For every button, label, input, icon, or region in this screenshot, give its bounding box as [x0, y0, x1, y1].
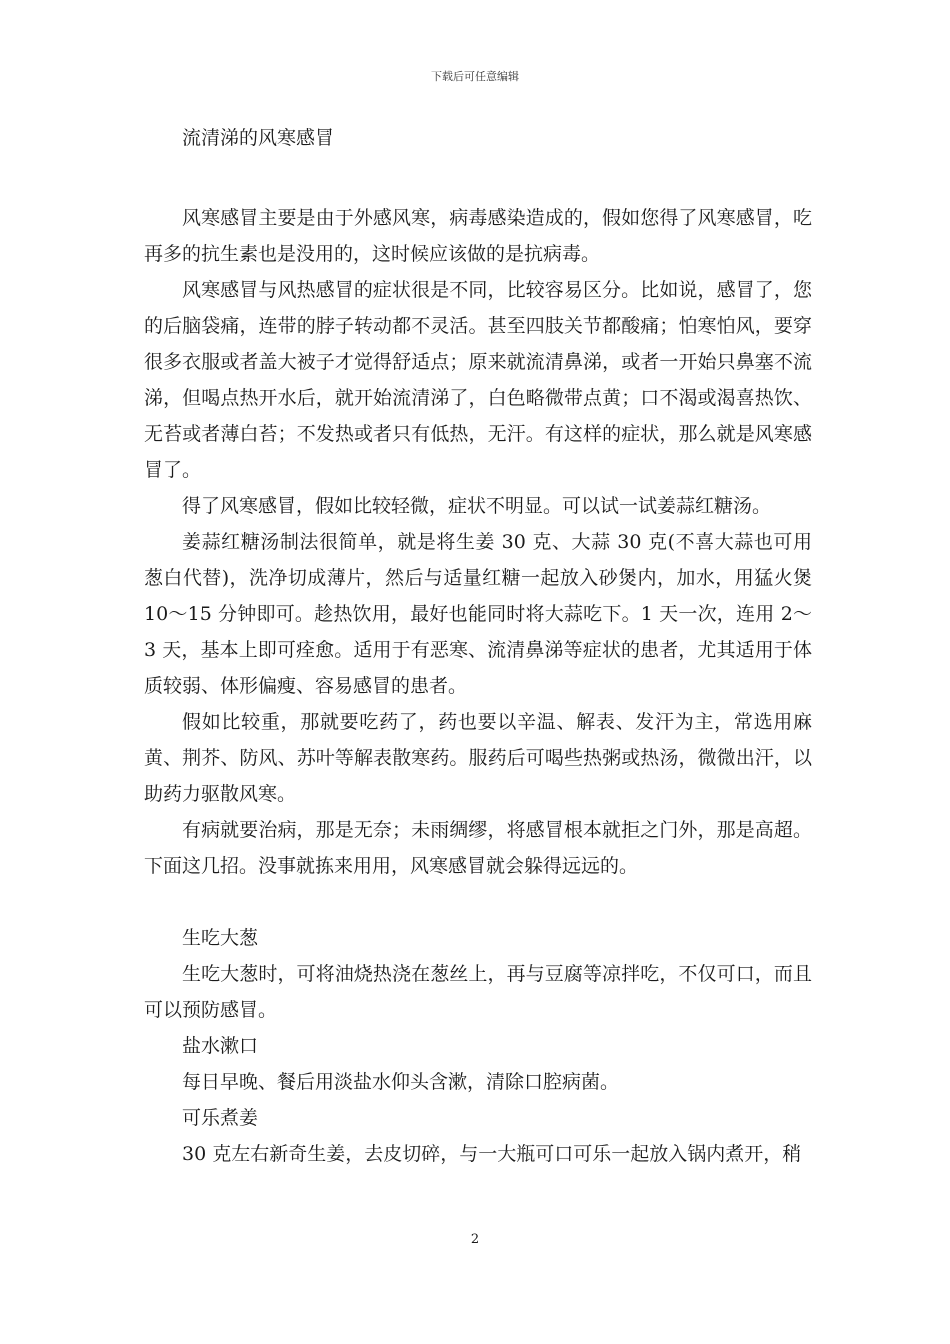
tip-heading: 可乐煮姜: [182, 1107, 259, 1129]
paragraph: 姜蒜红糖汤制法很简单，就是将生姜 30 克、大蒜 30 克(不喜大蒜也可用葱白代替)，洗净切成薄片，然后与适量红糖一起放入砂煲内，加水，用猛火煲 10～15 分钟即可。趁热饮用，最好也能同时将大蒜吃下。1 天一次，连用 2～3 天，基本上即可痊愈。适用于有恶寒、流清鼻涕等症状的患者，尤其适用于体质较弱、体形偏瘦、容易感冒的患者。: [144, 531, 812, 697]
header-note: 下载后可任意编辑: [431, 70, 519, 83]
section-gap: [144, 884, 812, 920]
tip-heading: 生吃大葱: [182, 927, 259, 949]
tip-heading: 盐水漱口: [182, 1035, 259, 1057]
paragraph: 风寒感冒与风热感冒的症状很是不同，比较容易区分。比如说，感冒了，您的后脑袋痛，连带的脖子转动都不灵活。甚至四肢关节都酸痛；怕寒怕风，要穿很多衣服或者盖大被子才觉得舒适点；原来就流清鼻涕，或者一开始只鼻塞不流涕，但喝点热开水后，就开始流清涕了，白色略微带点黄；口不渴或渴喜热饮、无苔或者薄白苔；不发热或者只有低热，无汗。有这样的症状，那么就是风寒感冒了。: [144, 279, 812, 481]
paragraph: 有病就要治病，那是无奈；未雨绸缪，将感冒根本就拒之门外，那是高超。下面这几招。没事就拣来用用，风寒感冒就会躲得远远的。: [144, 819, 812, 877]
tip-body: 每日早晚、餐后用淡盐水仰头含漱，清除口腔病菌。: [182, 1071, 620, 1093]
paragraph: 假如比较重，那就要吃药了，药也要以辛温、解表、发汗为主，常选用麻黄、荆芥、防风、苏叶等解表散寒药。服药后可喝些热粥或热汤，微微出汗，以助药力驱散风寒。: [144, 711, 812, 805]
tip-body: 30 克左右新奇生姜，去皮切碎，与一大瓶可口可乐一起放入锅内煮开，稍: [182, 1143, 802, 1165]
page-number: 2: [470, 1232, 480, 1247]
article-title: 流清涕的风寒感冒: [182, 127, 335, 149]
paragraph: 得了风寒感冒，假如比较轻微，症状不明显。可以试一试姜蒜红糖汤。: [182, 495, 772, 517]
tip-body: 生吃大葱时，可将油烧热浇在葱丝上，再与豆腐等凉拌吃，不仅可口，而且可以预防感冒。: [144, 963, 812, 1021]
article-body: [144, 120, 812, 1172]
paragraph: 风寒感冒主要是由于外感风寒，病毒感染造成的，假如您得了风寒感冒，吃再多的抗生素也是没用的，这时候应该做的是抗病毒。: [144, 207, 812, 265]
